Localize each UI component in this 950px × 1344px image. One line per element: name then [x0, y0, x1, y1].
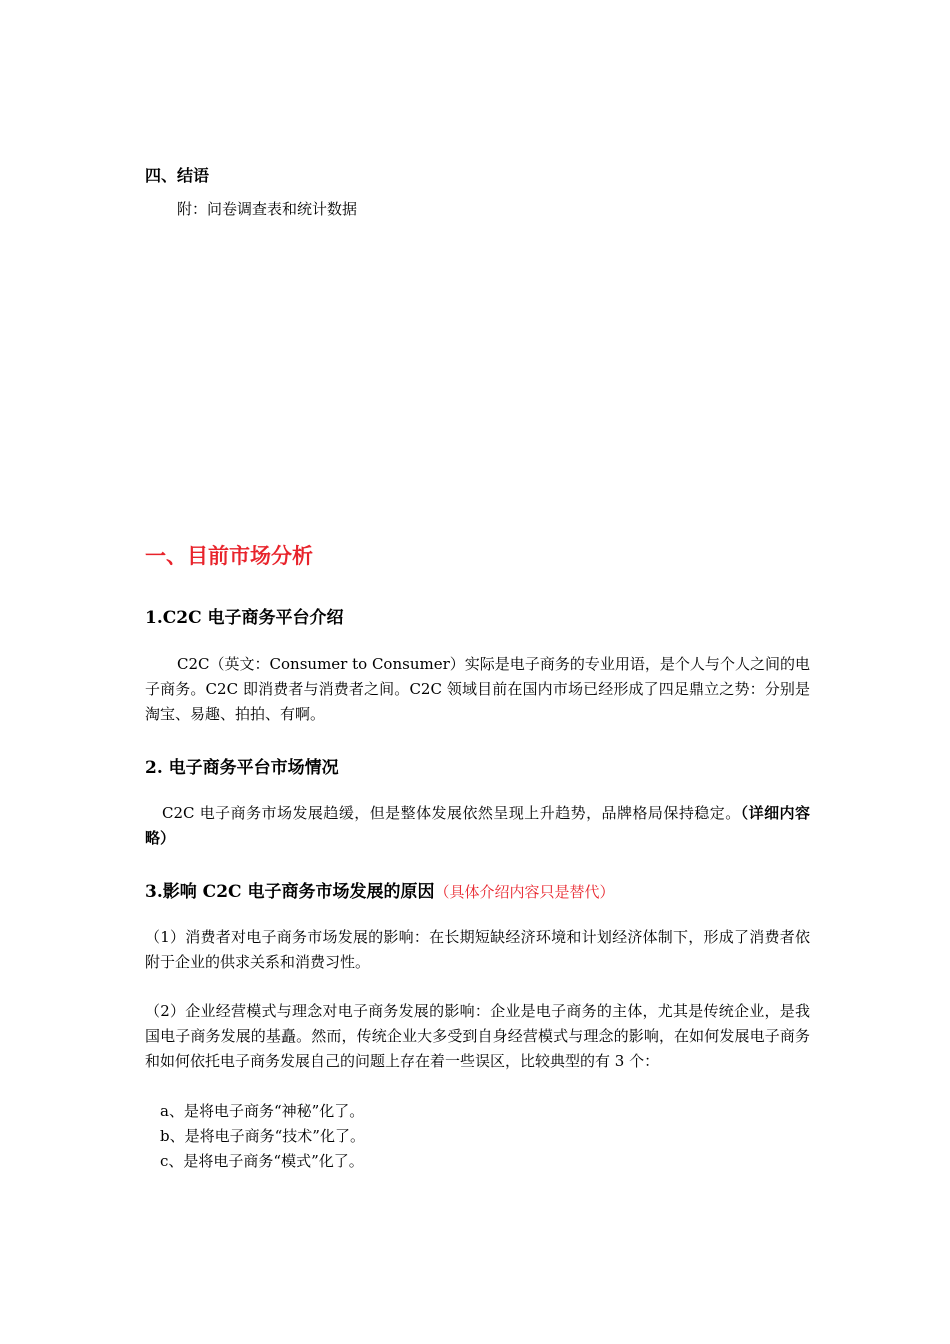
- conclusion-heading: 四、结语: [145, 166, 210, 185]
- causes-heading-text: 3.影响 C2C 电子商务市场发展的原因: [145, 882, 435, 902]
- list-item: a、是将电子商务“神秘”化了。: [160, 1102, 365, 1120]
- paragraph-market-situation: [145, 801, 810, 851]
- list-item: b、是将电子商务“技术”化了。: [160, 1127, 365, 1145]
- subheading-c2c-intro: 1.C2C 电子商务平台介绍: [145, 608, 344, 628]
- market-situation-text: C2C 电子商务市场发展趋缓，但是整体发展依然呈现上升趋势，品牌格局保持稳定。: [162, 804, 741, 822]
- paragraph-point-2: （2）企业经营模式与理念对电子商务发展的影响：企业是电子商务的主体，尤其是传统企业，是我国电子商务发展的基矗。然而，传统企业大多受到自身经营模式与理念的影响，在如何发展电子商务和如何依托电子商务发展自己的问题上存在着一些误区，比较典型的有 3 个：: [145, 1002, 810, 1070]
- paragraph-c2c-intro: C2C（英文：Consumer to Consumer）实际是电子商务的专业用语，是个人与个人之间的电子商务。C2C 即消费者与消费者之间。C2C 领域目前在国内市场已经形成了四足鼎立之势：分别是淘宝、易趣、拍拍、有啊。: [145, 655, 810, 723]
- section-title: 一、目前市场分析: [145, 544, 313, 568]
- misconception-list: [145, 1099, 810, 1174]
- paragraph-point-1: （1）消费者对电子商务市场发展的影响：在长期短缺经济环境和计划经济体制下，形成了消费者依附于企业的供求关系和消费习性。: [145, 928, 810, 971]
- detail-note: （详细内容略）: [145, 804, 810, 847]
- appendix-line: 附：问卷调查表和统计数据: [177, 200, 358, 218]
- list-item: c、是将电子商务“模式”化了。: [160, 1152, 364, 1170]
- causes-heading-note: （具体介绍内容只是替代）: [434, 883, 615, 901]
- subheading-market-situation: 2. 电子商务平台市场情况: [145, 758, 339, 778]
- subheading-causes: [145, 877, 810, 902]
